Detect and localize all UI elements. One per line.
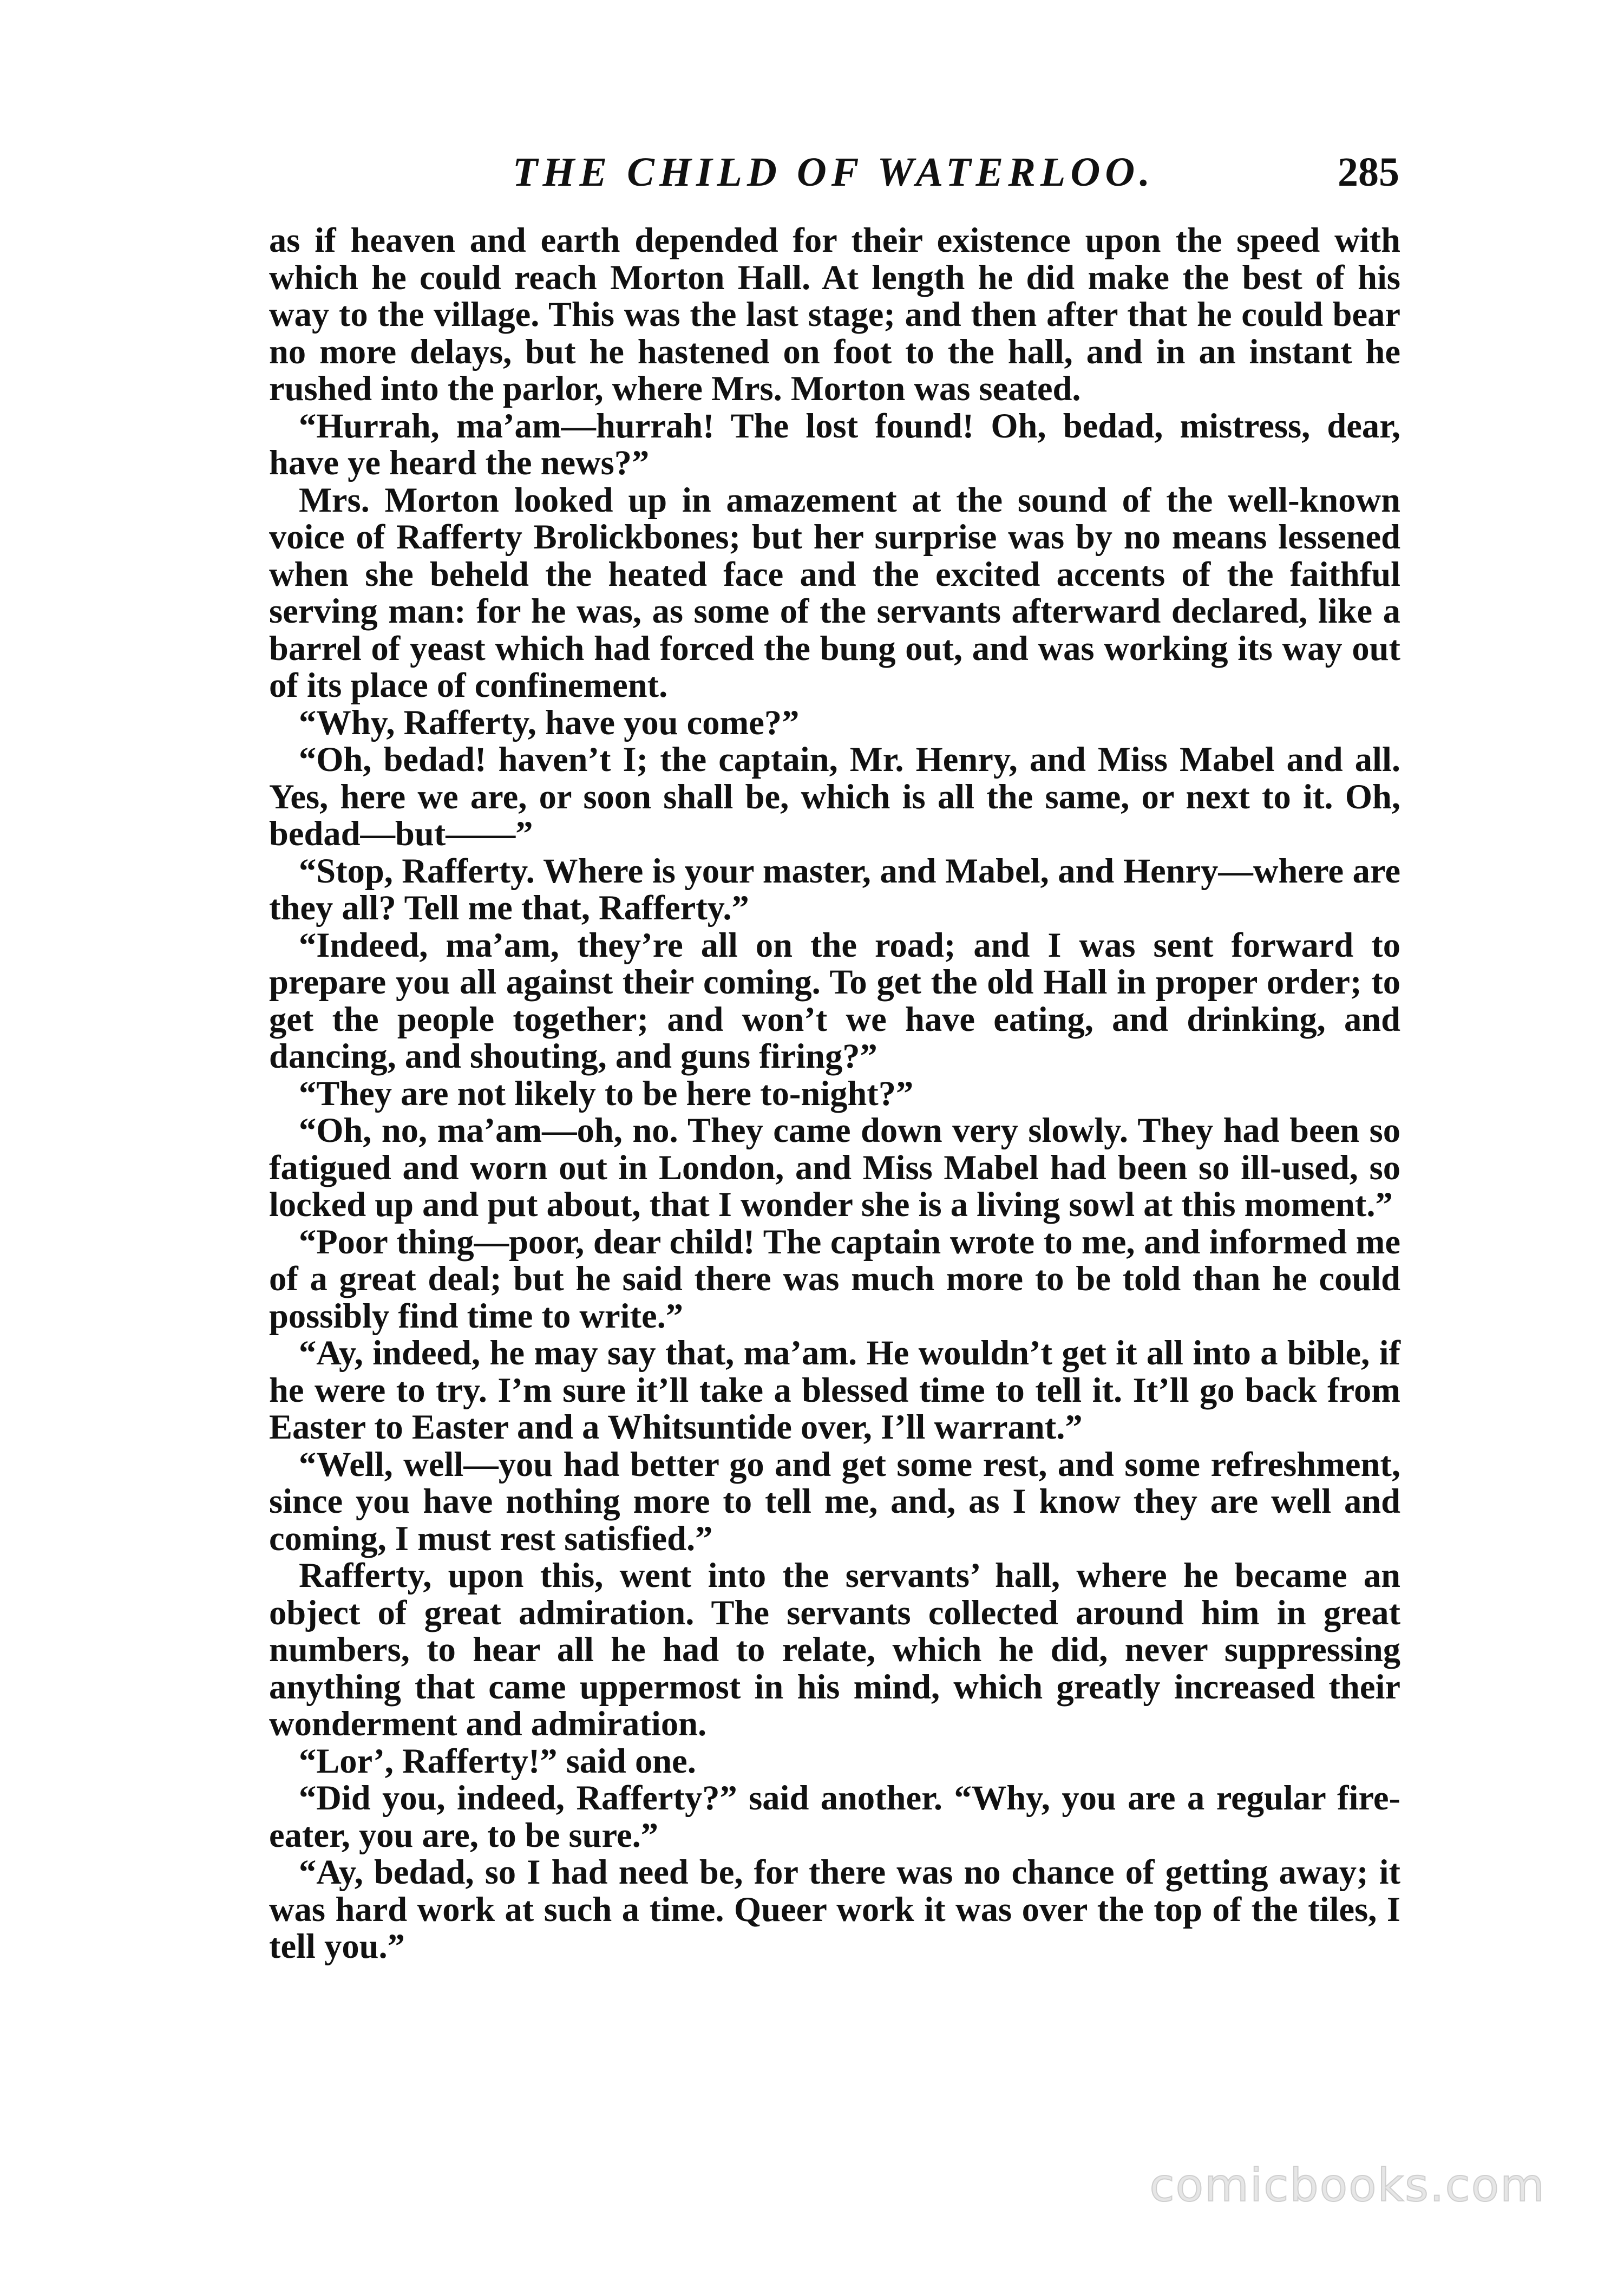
paragraph: “They are not likely to be here to-night?” — [299, 1074, 914, 1113]
running-head — [268, 145, 1399, 210]
paragraph: “Stop, Rafferty. Where is your master, and Mabel, and Henry—where are they all? Tell me that, Rafferty.” — [269, 851, 1400, 927]
paragraph: “Ay, indeed, he may say that, ma’am. He wouldn’t get it all into a bible, if he were to try. I’m sure it’ll take a blessed time to tell it. It’ll go back from Easter to Easter and a Whitsuntide over, I’ll warrant.” — [269, 1334, 1400, 1446]
paragraph: “Why, Rafferty, have you come?” — [299, 703, 800, 742]
paragraph: “Oh, no, ma’am—oh, no. They came down very slowly. They had been so fatigued and worn out in London, and Miss Mabel had been so ill-used, so locked up and put about, that I wonder she is a living sowl at this moment.” — [269, 1111, 1400, 1224]
paragraph: “Lor’, Rafferty!” said one. — [299, 1741, 696, 1780]
paragraph: “Did you, indeed, Rafferty?” said another. “Why, you are a regular fire-eater, you are, to be sure.” — [269, 1779, 1400, 1854]
page-number: 285 — [1338, 149, 1399, 195]
paragraph: “Well, well—you had better go and get some rest, and some refreshment, since you have nothing more to tell me, and, as I know they are well and coming, I must rest satisfied.” — [269, 1445, 1400, 1558]
paragraph: as if heaven and earth depended for their existence upon the speed with which he could reach Morton Hall. At length he did make the best of his way to the village. This was the last stage; and then after that he could bear no more delays, but he hastened on foot to the hall, and in an instant he rushed into the parlor, where Mrs. Morton was seated. — [269, 221, 1400, 408]
running-title: THE CHILD OF WATERLOO. — [512, 149, 1155, 195]
paragraph: “Ay, bedad, so I had need be, for there was no chance of getting away; it was hard work at such a time. Queer work it was over the top of the tiles, I tell you.” — [269, 1853, 1400, 1965]
paragraph: “Oh, bedad! haven’t I; the captain, Mr. Henry, and Miss Mabel and all. Yes, here we are, or soon shall be, which is all the same, or next to it. Oh, bedad—but——” — [269, 740, 1400, 853]
watermark: comicbooks.com — [1149, 2159, 1546, 2212]
paragraph: Mrs. Morton looked up in amazement at the sound of the well-known voice of Rafferty Brolickbones; but her surprise was by no means lessened when she beheld the heated face and the excited accents of the faithful serving man: for he was, as some of the servants afterward declared, like a barrel of yeast which had forced the bung out, and was working its way out of its place of confinement. — [269, 480, 1400, 704]
paragraph: “Indeed, ma’am, they’re all on the road; and I was sent forward to prepare you all against their coming. To get the old Hall in proper order; to get the people together; and won’t we have eating, and drinking, and dancing, and shouting, and guns firing?” — [269, 925, 1400, 1075]
body-text — [269, 222, 1400, 1965]
paragraph: “Poor thing—poor, dear child! The captain wrote to me, and informed me of a great deal; but he said there was much more to be told than he could possibly find time to write.” — [269, 1222, 1400, 1335]
paragraph: “Hurrah, ma’am—hurrah! The lost found! Oh, bedad, mistress, dear, have ye heard the news?” — [269, 406, 1400, 482]
paragraph: Rafferty, upon this, went into the servants’ hall, where he became an object of great admiration. The servants collected around him in great numbers, to hear all he had to relate, which he did, never suppressing anything that came uppermost in his mind, which greatly increased their wonderment and admiration. — [269, 1556, 1400, 1743]
